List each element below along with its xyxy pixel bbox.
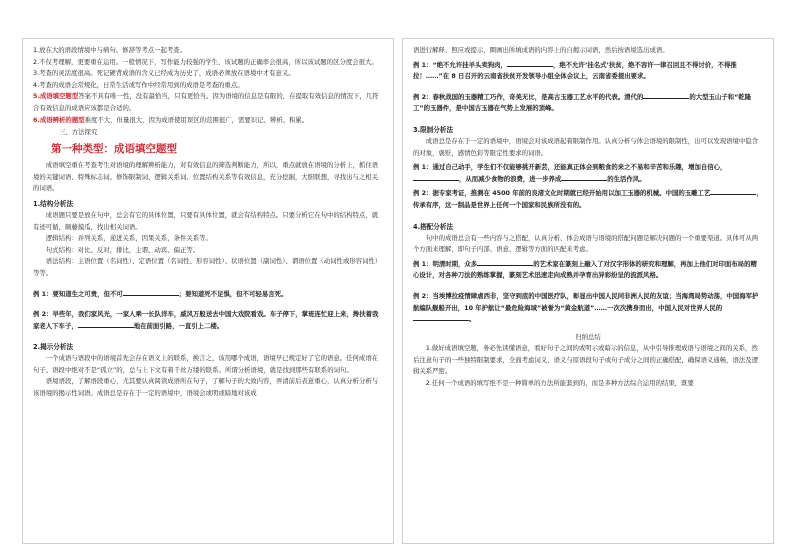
m2-ex2-part-b: 的大型玉山子和“乾隆工”的玉器件，是中国古玉器在气势上发展的顶峰。 [413,92,752,113]
method-3-text: 成语总是存在于一定的语境中，语境会对该成语起着限制作用。认真分析与体会语境的限制性，出可以发现语境中隐含的对象，褒贬，感情色彩等限定性要求的词语。 [413,136,759,157]
example-2-part-b: 地在前面引路，一直引上二楼。 [133,321,224,330]
m4-ex2-part-a: 例 2：当埃博拉疫情肆虐西非，坚守到底的中国医疗队，彰显出中国人民同非洲人民的友谊；当海湾局势动荡，中国海军护航编队舰船开出，10 年护航让“最危险海域”被誉为“黄金航道”……一次次携身而出，中国人民对世界人民的 [413,291,759,312]
example-2-part-a: 例 2：早些年，我们家风光，一家人乘一长队洋车，威风万般送去中国大戏院看戏。车子停下，掌班连忙迎上来，搀扶着我家老人下车子， [33,310,379,330]
summary-point-2: 2.任何一个成语的填写绝不是一种简单的方法所能套到的，而是多种方法综合运用的结果，既要 [425,379,694,388]
answer-blank[interactable] [643,92,689,99]
method-3-title: 3.限制分析法 [413,125,454,134]
point-5 [33,91,383,114]
point-3: 3.考查的灵活度很高。死记硬背成语的含义已经成为历史了，成语必须放在语境中才有意义。 [33,69,295,78]
method-2-continued: 语进行解释、照应或提示，圈画出所填成语的内容上的自揭示词语，然后按语境选出成语。 [413,46,669,54]
point-6 [33,115,383,127]
m2-ex2-part-a: 例 2：春秋战国的玉器精工巧作，奇美无比，是高古玉器工艺水平的代表。清代的 [413,92,644,101]
section-heading: 三、方法探究 [59,128,98,137]
method-4-example-1 [413,259,763,282]
method-2-example-2 [413,92,763,115]
answer-blank[interactable] [78,321,134,328]
m4-ex1-part-b: 的艺术家在篆刻上融入了对汉字形体的研究和理解，再加上他们对印面布局的精心设计，对各种刀法的熟练掌握，篆刻艺术迅速走向成熟并孕育出异彩纷呈的流派风格。 [413,259,757,280]
m3-ex2-part-b: ，传承有序，这一制品是世界上任何一个国家和民族所没有的。 [413,189,763,209]
method-1-text: 成语题只要是放在句中，总会有它的具体位置，只要有具体位置，就会有结构特点。只要分析它在句中的结构特点，就有迹可循，顺藤摸瓜，找出相关词语。 [33,210,379,231]
right-column [402,38,774,544]
example-1-part-b: ；要知道死不足惧，但不可轻易言死。 [178,289,288,298]
m2-ex1-part-b: ，绝不允许‘挂名式’扶贫，绝不容许一律召回且不得讨价，不得推拉！……”在 8 日召开的云南省扶贫开发领导小组全体会议上，云南省委提出要求。 [413,60,737,81]
point-2: 2.不仅考理解，更要重在运用。一般情况下，写作能力较强的学生，该试题的正确率会很高，所以该试题的区分度会很大。 [33,57,378,66]
answer-blank[interactable] [561,174,607,181]
answer-blank[interactable] [123,289,179,296]
method-2-title: 2.揭示分析法 [33,343,74,352]
method-4-text: 句中的成语总会有一些内容与之搭配，认真分析、体会成语与语境的搭配问题是解决问题的一个重要渠道。具体可从两个方面来理解，即句子内部、语意、逻辑等方面的匹配来考虑。 [413,233,759,254]
method-4-title: 4.搭配分析法 [413,222,454,231]
point-6-text: 难度不大，但量很大，因为成语使用误区的范围很广，需要识记、辨析、积累。 [84,115,309,124]
point-4: 4.考查的成语会常规化，日常生活或写作中经常用到的成语是考查的重点。 [33,80,244,89]
answer-blank[interactable] [710,188,756,195]
m4-ex1-part-a: 例 1：明清时期，众多 [413,259,478,268]
m4-ex2-part-b: 。 [469,315,476,324]
answer-blank[interactable] [507,60,553,67]
method-2-text: 一个成语与语段中的语境首先会存在语义上的联系，换言之，该用哪个成语，语境早已规定好了它的语意。任何成语在句子、语段中绝对不是“孤立”的，总与上下文有着千丝万缕的联系。所谓分析语境，就是找到那些有联系的词句。 [33,354,379,374]
method-1-grammar: 语法结构：主语位置（名词性）、定语位置（名词性、形容词性）、状语位置（副词性）、谓语位置（动词性或形容词性）等等。 [33,257,382,277]
method-3-example-2 [413,188,763,211]
example-2 [33,309,383,332]
point-6-label: 6.成语辨析的题型 [33,115,85,124]
m2-ex1-part-a: 例 1：“绝不允许挂羊头卖狗肉， [413,60,507,69]
method-1-line-2: 句式结构：对比、反对，排比，主谓、动宾、偏正等。 [45,245,200,254]
point-5-label: 5.成语填空题型 [33,92,79,101]
type-1-title: 第一种类型：成语填空题型 [51,143,177,156]
m3-ex1-part-b: ，从而减少食物的浪费，进一步养成 [459,174,562,183]
m3-ex1-part-a: 例 1：通过自己动手，学生们不仅能够挑开新芸，还能真正体会到粮食的来之不易和辛苦和乐趣，增加自信心， [413,163,727,172]
example-1 [33,289,383,301]
method-3-example-1 [413,162,763,185]
summary-point-1: 1.做好成语填空题，务必先读懂语意，看好句子之间的或明示或暗示的信息，从中引导推理成语与语境之间的关系，然后注意句子的一些独特限制要求，全面考虑词义、语义与原语段句子或句子成分之间的正确搭配，确保语义通畅，语法及逻辑关系严密。 [413,344,759,376]
answer-blank[interactable] [477,259,533,266]
method-4-example-2 [413,291,763,326]
point-5-text: 答案不具有唯一性，没有最恰当，只有更恰当。因为语境的信息是有限的，在提取有效信息的情况下，几符合有效信息的成语应该都是合适的。 [33,92,379,112]
point-1: 1.放在大的语段情境中与病句、修辞等考点一起考查。 [33,46,187,54]
m3-ex1-part-c: 的生活作风。 [607,174,646,183]
summary-title: 归纳总结 [575,332,601,341]
method-1-line-1: 逻辑结构：并列关系，递进关系，因果关系，条件关系等。 [45,234,212,243]
answer-blank[interactable] [413,314,469,321]
answer-blank[interactable] [413,174,459,181]
m3-ex2-part-a: 例 2：据专家考证，推测在 4500 年前的良渚文化时期就已经开始用以加工玉器的机械。中国的玉雕工艺 [413,189,711,198]
method-2-text-2: 语境语段，了解语段重心，尤其要认真阅读成语所在句子，了解句子的大致内容，弄清前后表意重心，认真分析分析与该语境的揭示性词语。成语总是存在于一定的语境中，语境会或明或暗地对该成 [33,377,379,398]
example-1-part-a: 例 1：要知道生之可贵，但不可 [33,289,123,298]
type-1-intro: 成语填空重在考查考生对语境的理解辨析能力，对有效信息的筛选判断能力，所以，重点就放在语境的分析上，抓住语境的关键词语、特殊标志词、修饰限制词、逻辑关系词、位置结构关系等有效信息，充分挖掘，大胆联想，寻找出与之相关的词语。 [33,161,379,193]
left-column [22,38,394,544]
method-1-title: 1.结构分析法 [33,199,74,208]
method-2-example-1 [413,60,763,83]
